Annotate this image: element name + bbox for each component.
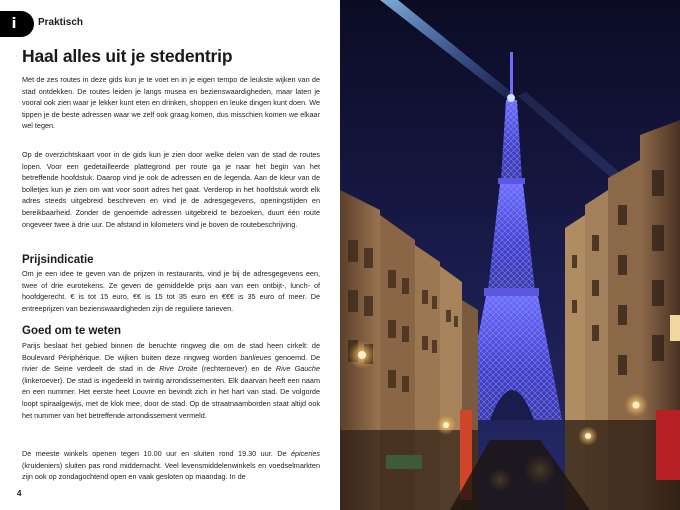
- text-run: genoemd. De rivier de Seine verdeelt de stad in de: [22, 352, 320, 374]
- text-run: (rechteroever) en de: [197, 364, 276, 374]
- text-run: De meeste winkels openen tegen 10.00 uur en sluiten rond 19.30 uur. De: [22, 449, 291, 458]
- italic-term-banlieues: banlieues: [240, 352, 272, 362]
- section-label: Praktisch: [38, 17, 84, 28]
- text-run: (linkeroever). De stad is ingedeeld in twintig arrondissementen. Elk daarvan heeft een naam en een nummer. Het eerste heet Louvre en bevindt zich in het hart van stad. De volgorde loopt spiraalgewijs, met de klok mee, door de stad. Op de straatnaamborden staat altijd ook het nummer van het betreffende arrondissement vermeld.: [22, 375, 320, 420]
- page-title: Haal alles uit je stedentrip: [22, 46, 233, 66]
- price-heading: Prijsindicatie: [22, 254, 94, 266]
- italic-term-rive-droite: Rive Droite: [159, 364, 198, 374]
- eiffel-tower-photo: [340, 0, 680, 510]
- tips-heading: Goed om te weten: [22, 325, 122, 337]
- opening-hours-paragraph: [22, 448, 320, 483]
- info-icon: i: [4, 14, 24, 34]
- text-run: (kruideniers) sluiten pas rond middernacht. Veel levensmiddelenwinkels en voedselmarkten zijn ook op zondagochtend open en vaak gesloten op maandag. In de: [22, 460, 320, 482]
- photo-illustration: [340, 0, 680, 510]
- price-paragraph: Om je een idee te geven van de prijzen in restaurants, vind je bij de adresgegevens een, twee of drie eurotekens. Ze geven de gemiddelde prijs aan van een ontbijt-, lunch- of hoofdgerecht. € is tot 15 euro, €€ is 15 tot 35 euro en €€€ is 35 euro of meer. De entreeprijzen van bezienswaardigheden zijn de reguliere tarieven.: [22, 269, 320, 313]
- italic-term-epiceries: épiceries: [290, 449, 320, 458]
- page-number: 4: [17, 489, 22, 498]
- intro-paragraph: Met de zes routes in deze gids kun je te voet en in je eigen tempo de leukste wijken van de stad ontdekken. De routes leiden je langs musea en bezienswaardigheden, maar laten je vooral ook zien waar je lekker kunt eten en drinken, shoppen en leuke dingen kunt doen. We tippen je de beste adressen waar we zelf ook graag komen, dus misschien komen we elkaar wel tegen.: [22, 75, 320, 131]
- ringroad-paragraph: [22, 340, 320, 421]
- map-paragraph: Op de overzichtskaart voor in de gids kun je zien door welke delen van de stad de routes lopen. Voor een gedetailleerde plattegrond per route ga je naar het begin van het betreffende hoofdstuk. Daarop vind je ook de adressen en de legenda. Aan de kleur van de bolletjes kun je zien om wat voor soort adres het gaat. Verderop in het hoofdstuk wordt elk adres steeds uitgebreid beschreven en vind je de adresgegevens, openingstijden en bereikbaarheid. Zonder de genoemde adressen uitgebreid te bezoeken, duurt één route ongeveer twee à drie uur. De afstand in kilometers vind je boven de routebeschrijving.: [22, 150, 320, 229]
- italic-term-rive-gauche: Rive Gauche: [275, 364, 320, 374]
- text-run: Parijs beslaat het gebied binnen de beruchte ringweg die om de stad heen cirkelt: de Boulevard Périphérique. De wijken buiten deze ringweg worden: [22, 341, 320, 362]
